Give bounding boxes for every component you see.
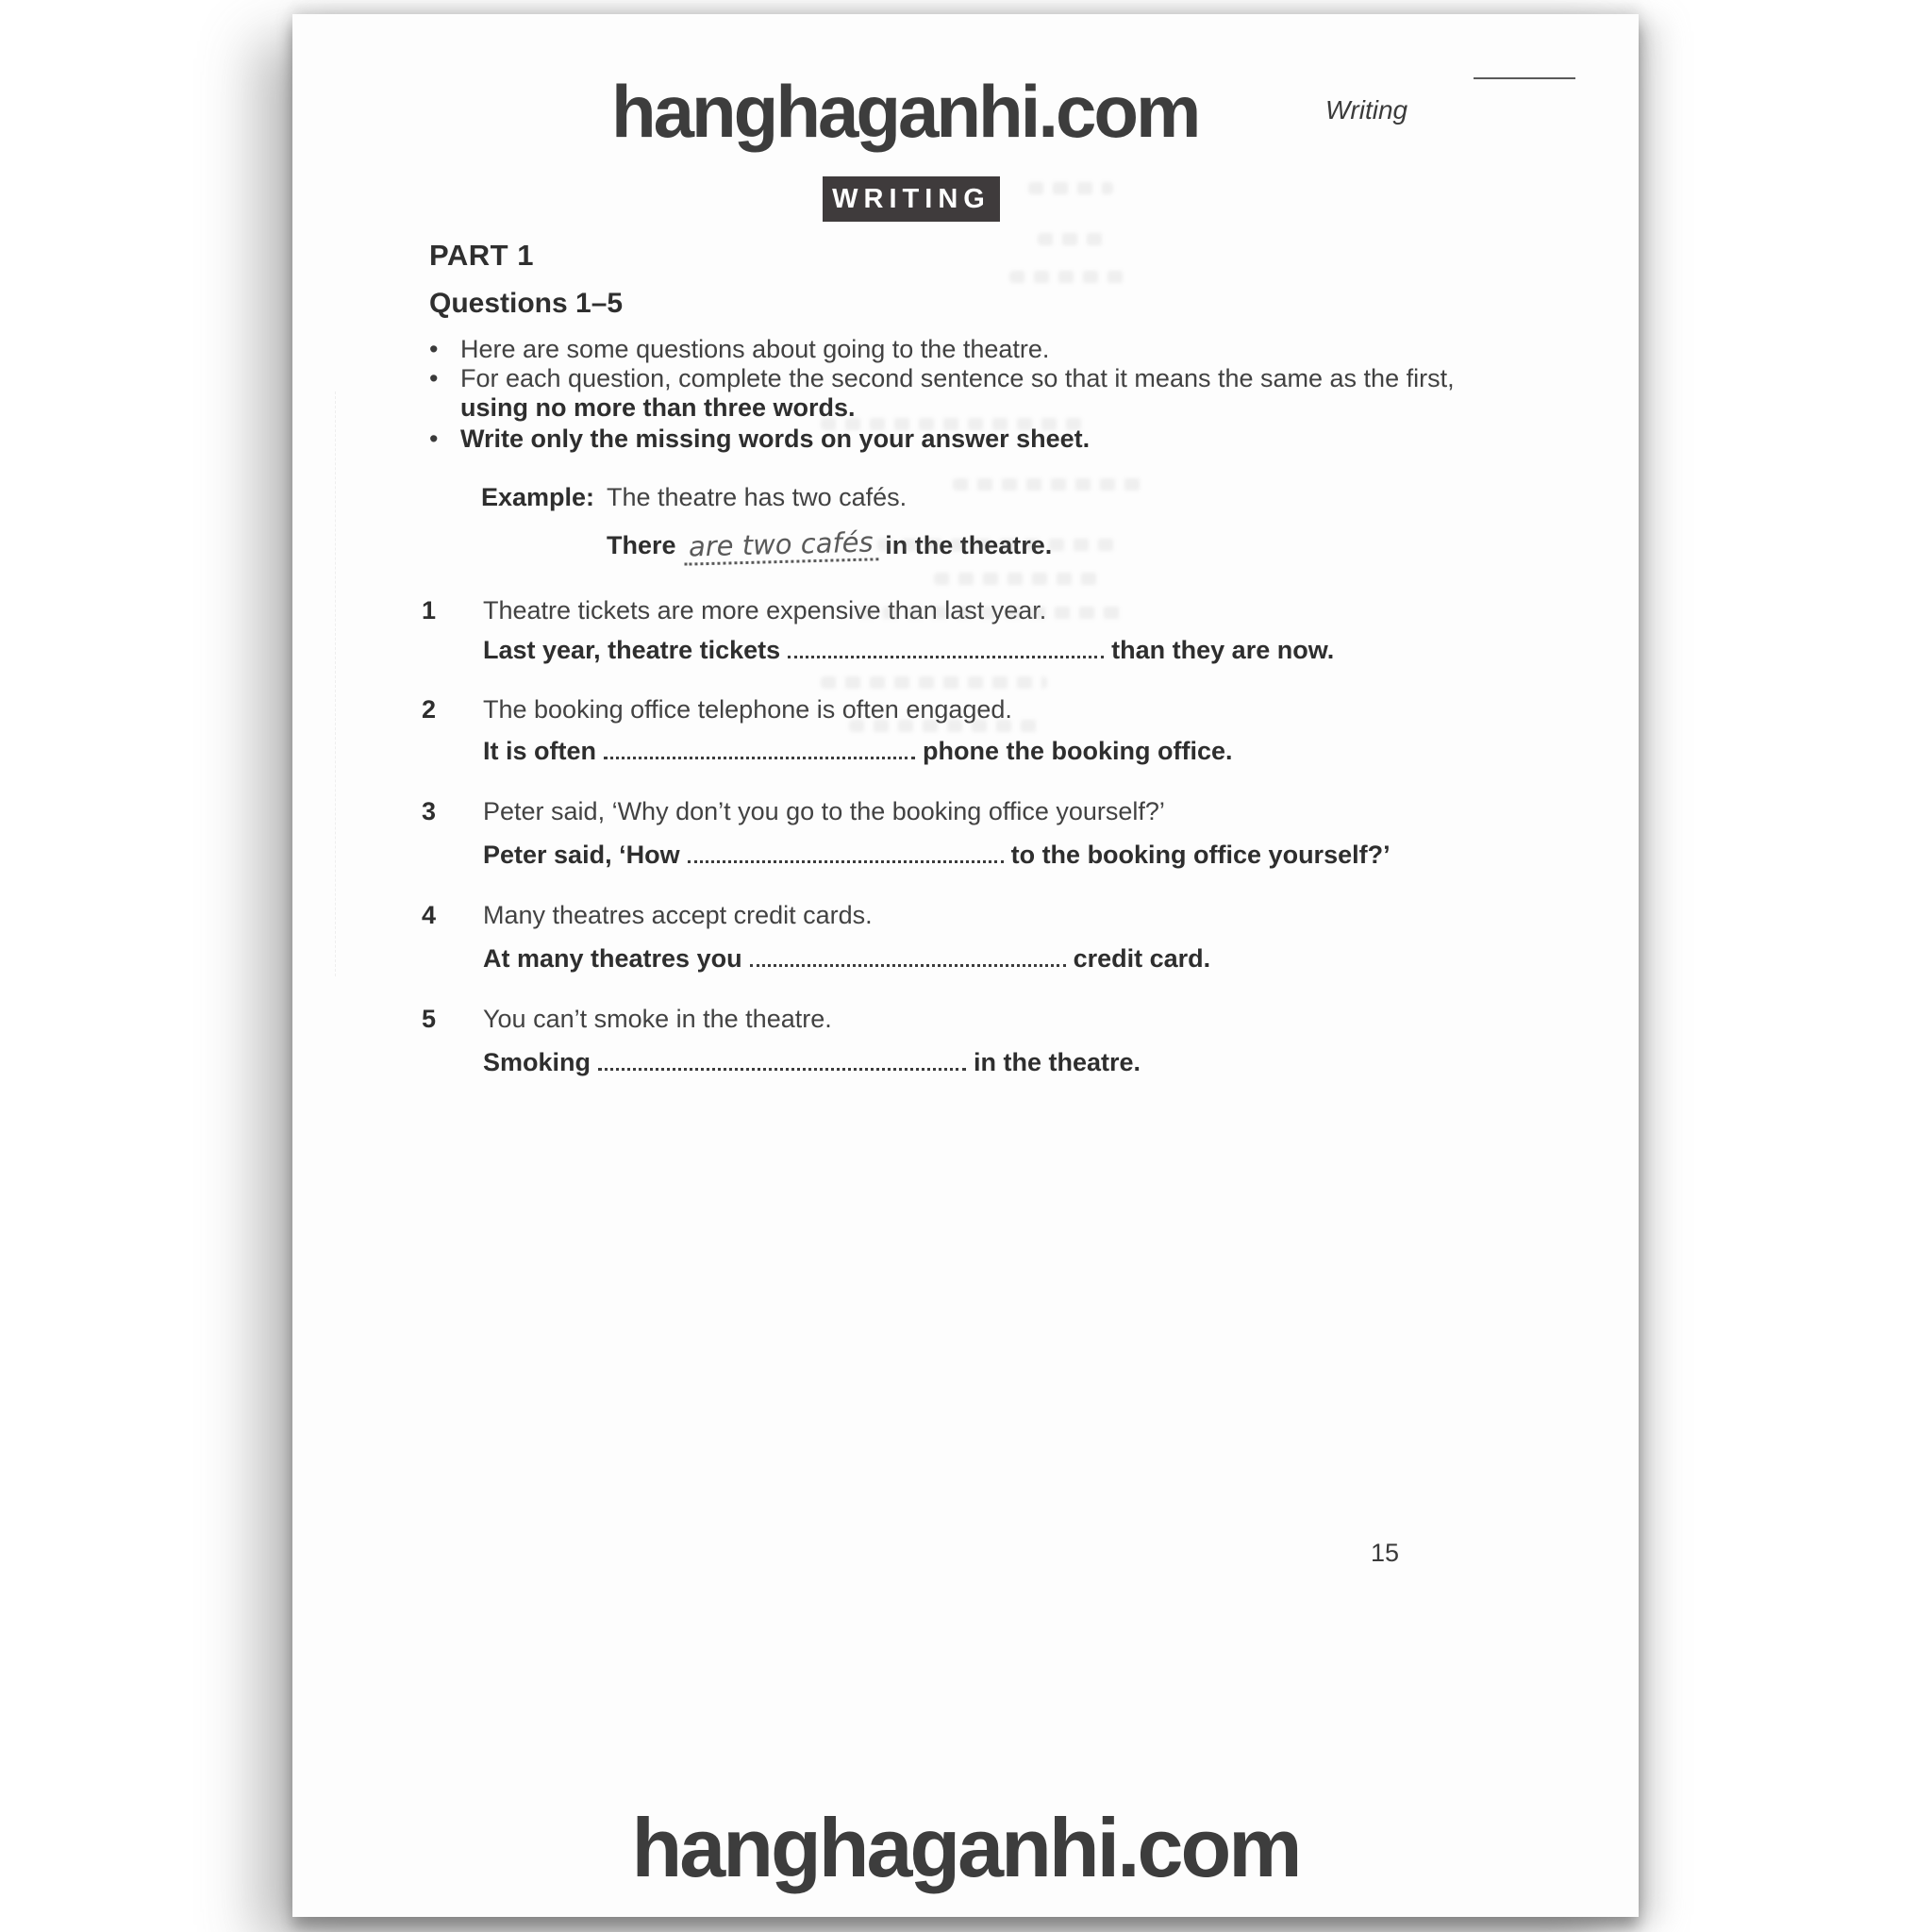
example-first-sentence: The theatre has two cafés. bbox=[607, 483, 908, 511]
bleed-through-artifact bbox=[1009, 271, 1132, 283]
question-number: 5 bbox=[422, 1005, 437, 1033]
instruction-text: Here are some questions about going to the theatre. bbox=[460, 335, 1050, 363]
question-gap-line bbox=[483, 944, 1210, 974]
bleed-through-artifact bbox=[1028, 182, 1113, 194]
answer-blank bbox=[604, 755, 915, 759]
example-handwritten-answer: are two cafés bbox=[683, 526, 878, 566]
question-gap-line bbox=[483, 841, 1391, 870]
question-prompt: You can’t smoke in the theatre. bbox=[483, 1005, 832, 1033]
question-number: 2 bbox=[422, 695, 437, 724]
gap-after: than they are now. bbox=[1111, 636, 1335, 664]
question-gap-line bbox=[483, 737, 1232, 766]
gap-after: to the booking office yourself?’ bbox=[1010, 841, 1391, 869]
instruction-text: For each question, complete the second sentence so that it means the same as the first, bbox=[460, 364, 1455, 392]
instruction-item bbox=[429, 335, 1049, 364]
bleed-through-artifact bbox=[849, 720, 1038, 732]
gap-before: At many theatres you bbox=[483, 944, 742, 973]
question-prompt: Peter said, ‘Why don’t you go to the booking office yourself?’ bbox=[483, 797, 1165, 825]
watermark-bottom: hanghaganhi.com bbox=[631, 1801, 1300, 1894]
bullet-icon: • bbox=[429, 364, 439, 392]
scan-artifact-line bbox=[335, 391, 336, 976]
bleed-through-artifact bbox=[858, 607, 1123, 619]
gap-after: phone the booking office. bbox=[923, 737, 1233, 765]
instruction-text-bold: using no more than three words. bbox=[460, 393, 856, 422]
bleed-through-artifact bbox=[1038, 233, 1104, 245]
example-answer-prefix: There bbox=[607, 531, 676, 559]
instruction-item bbox=[429, 364, 1455, 393]
gap-before: It is often bbox=[483, 737, 596, 765]
question-number: 4 bbox=[422, 901, 437, 929]
gap-before: Peter said, ‘How bbox=[483, 841, 680, 869]
bleed-through-artifact bbox=[821, 676, 1047, 689]
part-title: PART 1 bbox=[429, 239, 534, 272]
example-answer-suffix: in the theatre. bbox=[885, 531, 1053, 559]
section-banner: WRITING bbox=[823, 176, 1000, 222]
gap-after: in the theatre. bbox=[974, 1048, 1141, 1076]
bullet-icon: • bbox=[429, 425, 439, 453]
answer-blank bbox=[598, 1066, 966, 1071]
questions-range-title: Questions 1–5 bbox=[429, 288, 624, 319]
question-gap-line bbox=[483, 1048, 1141, 1077]
answer-blank bbox=[788, 654, 1104, 658]
bullet-icon: • bbox=[429, 335, 439, 363]
gap-before: Last year, theatre tickets bbox=[483, 636, 781, 664]
page-number: 15 bbox=[1371, 1539, 1400, 1567]
gap-before: Smoking bbox=[483, 1048, 591, 1076]
bleed-through-artifact bbox=[934, 573, 1104, 585]
gap-after: credit card. bbox=[1073, 944, 1211, 973]
instruction-text: Write only the missing words on your answer sheet. bbox=[460, 425, 1091, 453]
corner-rule bbox=[1474, 77, 1575, 79]
question-prompt: The booking office telephone is often engaged. bbox=[483, 695, 1012, 724]
answer-blank bbox=[750, 962, 1066, 967]
question-number: 3 bbox=[422, 797, 437, 825]
bleed-through-artifact bbox=[821, 418, 1085, 430]
question-gap-line bbox=[483, 636, 1334, 665]
question-prompt: Many theatres accept credit cards. bbox=[483, 901, 873, 929]
scanned-page bbox=[292, 14, 1639, 1917]
example-label: Example: bbox=[481, 483, 595, 511]
bleed-through-artifact bbox=[953, 478, 1141, 491]
answer-blank bbox=[688, 858, 1004, 863]
question-number: 1 bbox=[422, 596, 437, 625]
question-prompt: Theatre tickets are more expensive than last year. bbox=[483, 596, 1047, 625]
bleed-through-artifact bbox=[877, 539, 1123, 551]
running-head: Writing bbox=[1325, 95, 1408, 125]
watermark-top: hanghaganhi.com bbox=[611, 70, 1199, 153]
